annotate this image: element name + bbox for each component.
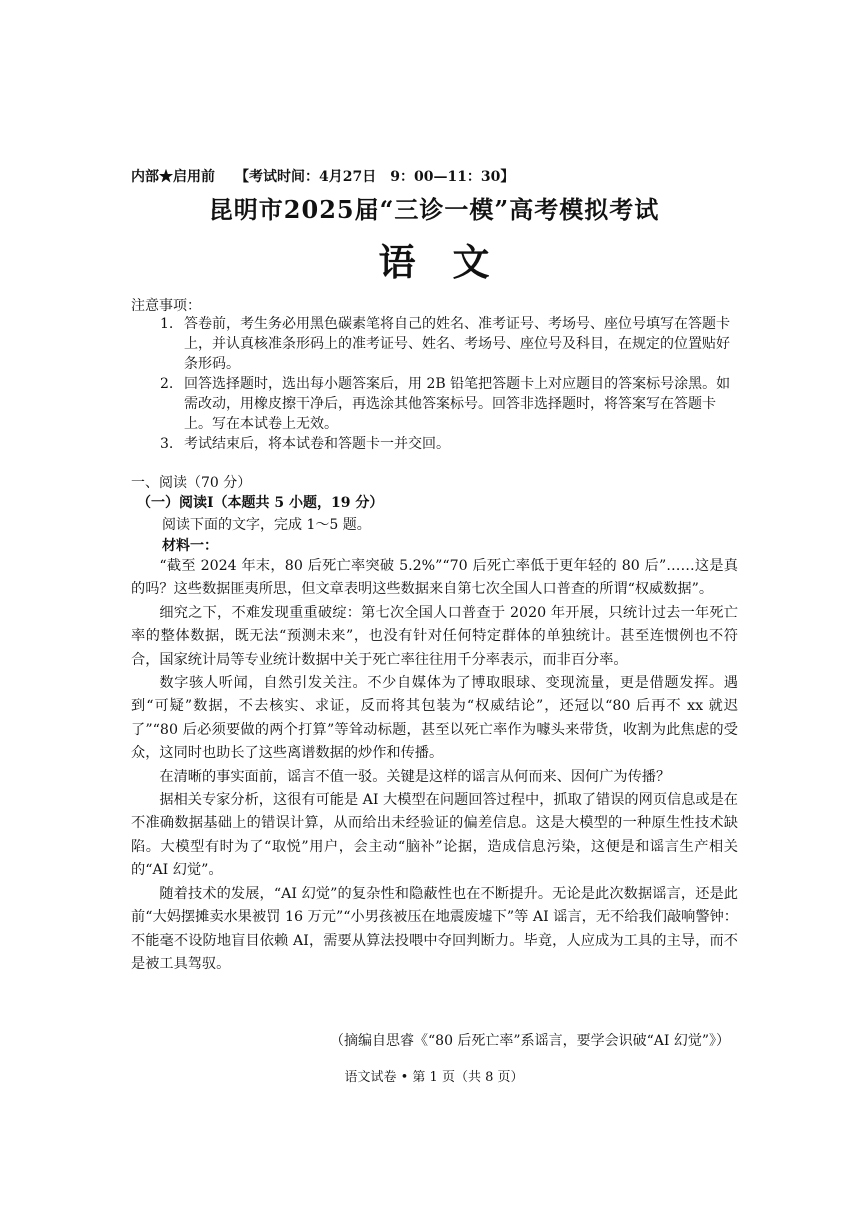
source-citation: （摘编自思睿《“80 后死亡率”系谣言，要学会识破“AI 幻觉”》） [330, 1033, 730, 1049]
passage-paragraph: 细究之下，不难发现重重破绽：第七次全国人口普查于 2020 年开展，只统计过去一年死亡率的整体数据，既无法“预测未来”，也没有针对任何特定群体的单独统计。甚至连惯例也不符合，国家统计局等专业统计数据中关于死亡率往往用千分率表示，而非百分率。 [131, 604, 738, 668]
reading-instruction: 阅读下面的文字，完成 1～5 题。 [162, 517, 371, 533]
header-meta [131, 166, 534, 186]
passage-paragraph: “截至 2024 年末，80 后死亡率突破 5.2%”“70 后死亡率低于更年轻的 80 后”……这是真的吗？这些数据匪夷所思，但文章表明这些数据来自第七次全国人口普查的所谓“权威数据”。 [131, 558, 738, 598]
note-item [160, 374, 740, 434]
notes-heading: 注意事项： [131, 298, 201, 314]
page-footer: 语文试卷 • 第 1 页（共 8 页） [344, 1070, 524, 1085]
note-text: 答卷前，考生务必用黑色碳素笔将自己的姓名、准考证号、考场号、座位号填写在答题卡上，并认真核准条形码上的准考证号、姓名、考场号、座位号及科目，在规定的位置贴好条形码。 [184, 316, 730, 372]
note-item [160, 434, 740, 454]
confidential-label: 内部★启用前 [131, 169, 215, 185]
passage-paragraph: 在清晰的事实面前，谣言不值一驳。关键是这样的谣言从何而来、因何广为传播？ [159, 768, 671, 785]
note-text: 回答选择题时，选出每小题答案后，用 2B 铅笔把答题卡上对应题目的答案标号涂黑。如需改动，用橡皮擦干净后，再选涂其他答案标号。回答非选择题时，将答案写在答题卡上。写在本试卷上无效。 [184, 376, 731, 432]
passage-paragraph: 数字骇人听闻，自然引发关注。不少自媒体为了博取眼球、变现流量，更是借题发挥。遇到“可疑”数据，不去核实、求证，反而将其包装为“权威结论”，还冠以“80 后再不 xx 就迟了”“80 后必须要做的两个打算”等耸动标题，甚至以死亡率作为噱头来带货，收割为此焦虑的受众，这同时也助长了这些离谱数据的炒作和传播。 [131, 675, 738, 762]
note-text: 考试结束后，将本试卷和答题卡一并交回。 [184, 436, 450, 452]
section-heading: 一、阅读（70 分） [131, 475, 252, 491]
note-number: 2. [160, 376, 174, 392]
exam-title: 昆明市2025届“三诊一模”高考模拟考试 [208, 195, 660, 224]
material-label: 材料一： [162, 538, 218, 554]
notes-list [160, 314, 740, 454]
note-item [160, 314, 740, 374]
subject-title: 语 文 [378, 240, 490, 284]
note-number: 3. [160, 436, 174, 452]
subsection-heading: （一）阅读Ⅰ（本题共 5 小题，19 分） [137, 495, 384, 511]
passage [131, 555, 738, 976]
exam-time: 【考试时间：4月27日 9：00—11：30】 [235, 169, 515, 185]
passage-paragraph: 据相关专家分析，这很有可能是 AI 大模型在问题回答过程中，抓取了错误的网页信息或是在不准确数据基础上的错误计算，从而给出未经验证的偏差信息。这是大模型的一种原生性技术缺陷。大模型有时为了“取悦”用户，会主动“脑补”论据，造成信息污染，这便是和谣言生产相关的“AI 幻觉”。 [131, 792, 738, 879]
note-number: 1. [160, 316, 174, 332]
passage-paragraph: 随着技术的发展，“AI 幻觉”的复杂性和隐蔽性也在不断提升。无论是此次数据谣言，还是此前“大妈摆摊卖水果被罚 16 万元”“小男孩被压在地震废墟下”等 AI 谣言，无不给我们敲响警钟：不能毫不设防地盲目依赖 AI，需要从算法投喂中夺回判断力。毕竟，人应成为工具的主导，而不是被工具驾驭。 [131, 885, 738, 972]
